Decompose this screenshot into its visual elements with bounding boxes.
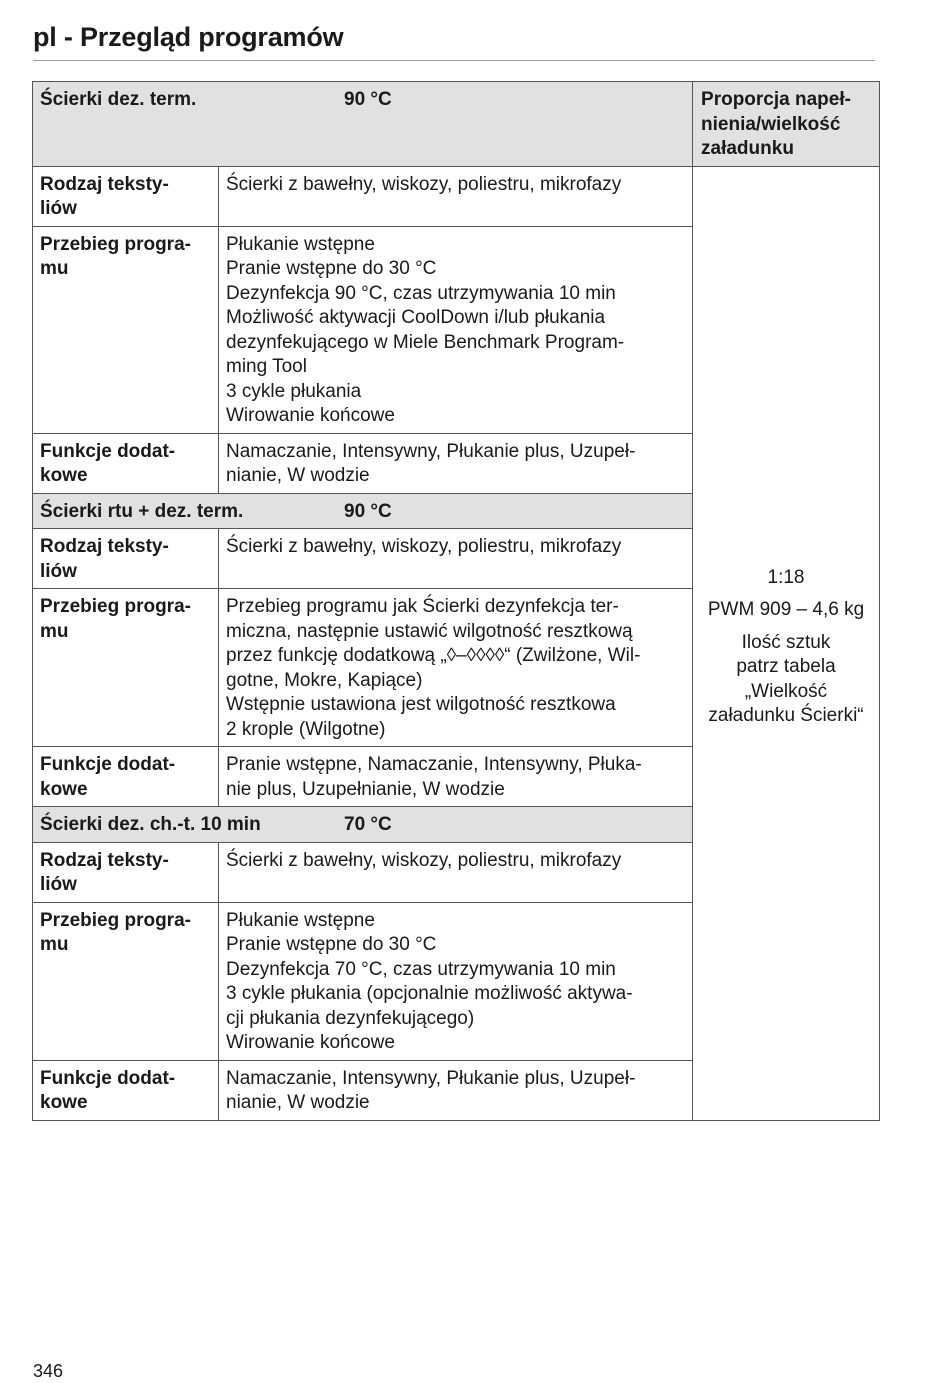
model-capacity: PWM 909 – 4,6 kg: [707, 599, 865, 620]
row-label: [33, 529, 219, 589]
program-temperature: 90 °C: [344, 500, 392, 522]
text-line: Wirowanie końcowe: [226, 1032, 395, 1053]
text-line: liów: [40, 560, 77, 582]
program-name: Ścierki dez. ch.-t. 10 min: [40, 814, 261, 835]
text-line: kowe: [40, 778, 88, 800]
text-line: patrz tabela: [736, 656, 836, 677]
proportion-header: [693, 82, 880, 167]
text-line: ming Tool: [226, 356, 307, 377]
text-line: Namaczanie, Intensywny, Płukanie plus, Uzupeł-: [226, 1067, 636, 1089]
text-line: Możliwość aktywacji CoolDown i/lub płukania: [226, 307, 606, 328]
text-line: Pranie wstępne, Namaczanie, Intensywny, Płuka-: [226, 754, 642, 775]
text-line: mu: [40, 620, 69, 642]
text-line: nianie, W wodzie: [226, 1092, 370, 1113]
program-table: [32, 81, 880, 1121]
text-line: Przebieg progra-: [40, 596, 191, 617]
program-header: [33, 807, 693, 843]
text-line: kowe: [40, 465, 88, 486]
row-label: [33, 166, 219, 226]
text-line: Proporcja napeł-: [701, 89, 851, 110]
text-line: dezynfekującego w Miele Benchmark Program-: [226, 331, 625, 353]
text-line: Wirowanie końcowe: [226, 405, 395, 426]
text-line: Rodzaj teksty-: [40, 849, 169, 871]
text-line: 3 cykle płukania (opcjonalnie możliwość aktywa-: [226, 983, 633, 1004]
text-line: Przebieg progra-: [40, 909, 191, 931]
row-value: [219, 433, 693, 493]
text-line: Rodzaj teksty-: [40, 173, 169, 195]
text-line: Pranie wstępne do 30 °C: [226, 934, 437, 955]
text-line: Dezynfekcja 70 °C, czas utrzymywania 10 min: [226, 958, 616, 980]
text-line: Funkcje dodat-: [40, 440, 176, 462]
row-value: [219, 529, 693, 589]
text-line: mu: [40, 934, 69, 955]
page-number: 346: [33, 1361, 64, 1381]
load-note: [700, 631, 872, 729]
text-line: Przebieg progra-: [40, 233, 191, 255]
text-line: Namaczanie, Intensywny, Płukanie plus, Uzupeł-: [226, 440, 636, 462]
row-label: [33, 842, 219, 902]
text-line: załadunku: [701, 138, 794, 159]
text-line: nie plus, Uzupełnianie, W wodzie: [226, 778, 505, 800]
row-label: [33, 1060, 219, 1120]
text-line: załadunku Ścierki“: [708, 705, 864, 726]
program-temperature: 90 °C: [344, 89, 392, 110]
row-label: [33, 902, 219, 1060]
text-line: 3 cykle płukania: [226, 380, 362, 402]
program-header-row: [33, 82, 880, 167]
row-value: [219, 902, 693, 1060]
text-line: Płukanie wstępne: [226, 233, 375, 255]
text-line: przez funkcję dodatkową „◊–◊◊◊◊“ (Zwilżone, Wil-: [226, 645, 641, 666]
text-line: 2 krople (Wilgotne): [226, 718, 386, 740]
text-line: Pranie wstępne do 30 °C: [226, 258, 437, 279]
text-line: Wstępnie ustawiona jest wilgotność resztkowa: [226, 694, 616, 715]
text-line: mu: [40, 258, 69, 279]
title-divider: [33, 60, 875, 61]
row-label: [33, 589, 219, 747]
text-line: Dezynfekcja 90 °C, czas utrzymywania 10 min: [226, 282, 616, 304]
text-line: miczna, następnie ustawić wilgotność resztkową: [226, 620, 633, 642]
text-line: „Wielkość: [744, 680, 828, 702]
text-line: Funkcje dodat-: [40, 1067, 176, 1089]
text-line: Ścierki z bawełny, wiskozy, poliestru, mikrofazy: [226, 173, 622, 195]
program-header: [33, 493, 693, 529]
row-label: [33, 747, 219, 807]
text-line: gotne, Mokre, Kapiące): [226, 669, 423, 691]
program-temperature: 70 °C: [344, 814, 392, 835]
row-value: [219, 842, 693, 902]
program-name: Ścierki dez. term.: [40, 89, 197, 110]
text-line: Przebieg programu jak Ścierki dezynfekcja ter-: [226, 596, 619, 617]
text-line: liów: [40, 874, 77, 895]
page-title: pl - Przegląd programów: [33, 22, 344, 52]
row-value: [219, 1060, 693, 1120]
text-line: Funkcje dodat-: [40, 754, 176, 775]
row-value: [219, 747, 693, 807]
row-value: [219, 589, 693, 747]
table-row: [33, 166, 880, 226]
text-line: nienia/wielkość: [701, 113, 841, 135]
proportion-cell: [693, 166, 880, 1120]
text-line: liów: [40, 198, 77, 219]
program-header: [33, 82, 693, 167]
text-line: nianie, W wodzie: [226, 465, 370, 486]
text-line: Ścierki z bawełny, wiskozy, poliestru, mikrofazy: [226, 536, 622, 557]
text-line: cji płukania dezynfekującego): [226, 1007, 475, 1029]
program-name: Ścierki rtu + dez. term.: [40, 500, 244, 522]
row-value: [219, 226, 693, 433]
text-line: Rodzaj teksty-: [40, 536, 169, 557]
text-line: Ilość sztuk: [741, 631, 831, 653]
row-value: [219, 166, 693, 226]
row-label: [33, 433, 219, 493]
text-line: Ścierki z bawełny, wiskozy, poliestru, mikrofazy: [226, 849, 622, 871]
fill-ratio: 1:18: [767, 566, 805, 588]
text-line: Płukanie wstępne: [226, 909, 375, 931]
row-label: [33, 226, 219, 433]
text-line: kowe: [40, 1092, 88, 1113]
